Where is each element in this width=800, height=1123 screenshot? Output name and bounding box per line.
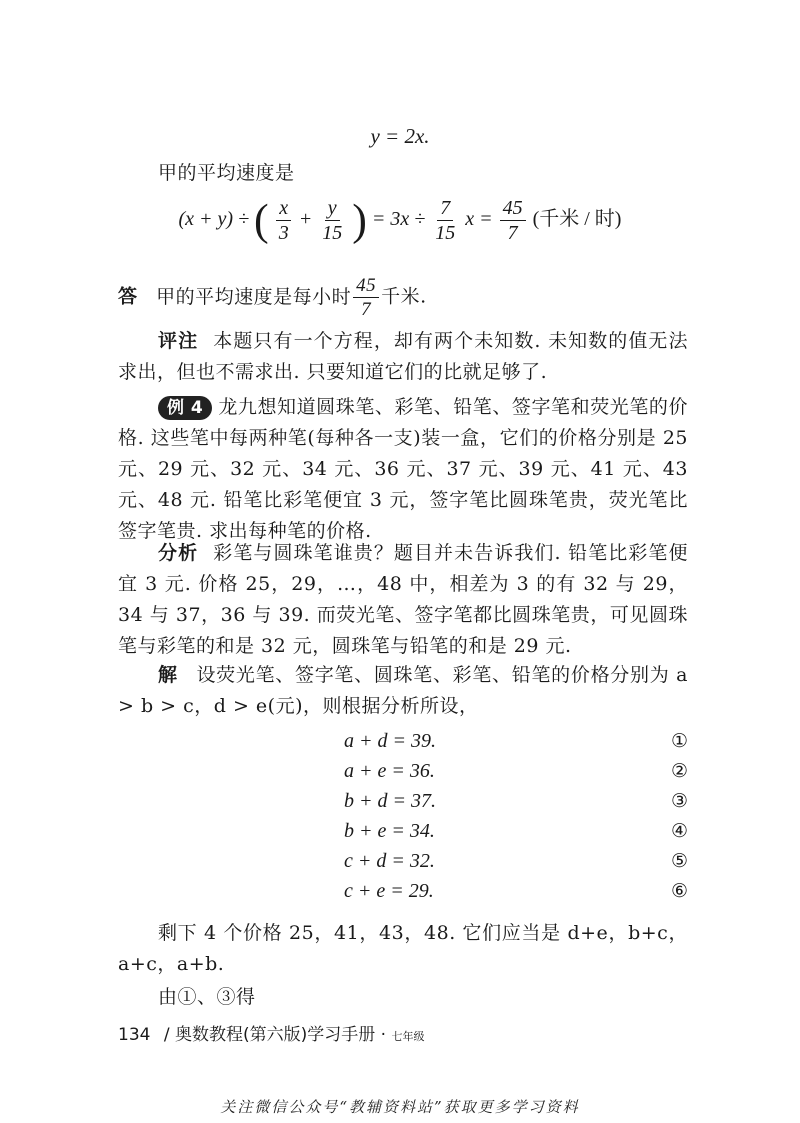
fraction-7-over-15: $\frac{7}{15}$: [435, 197, 456, 244]
equation-row: a + d = 39. ①: [344, 730, 688, 752]
watermark-text: 关注微信公众号“教辅资料站”获取更多学习资料: [220, 1098, 580, 1116]
avg-speed-intro: 甲的平均速度是: [158, 162, 295, 184]
circled-number: ③: [670, 790, 688, 812]
circled-number: ①: [670, 730, 688, 752]
fraction-45-over-7: $\frac{45}{7}$: [500, 198, 526, 243]
remaining-prices-paragraph: 剩下 4 个价格 25，41，43，48. 它们应当是 d+e，b+c，a+c，a+b.: [118, 922, 688, 975]
page-footer: [118, 1020, 424, 1045]
equation-row: b + d = 37. ③: [344, 790, 688, 812]
fraction-y-over-15: $\frac{y}{15}$: [322, 197, 343, 244]
equation-row: b + e = 34. ④: [344, 820, 688, 842]
book-title: / 奥数教程(第六版)学习手册 ·: [163, 1025, 387, 1045]
answer-line: 答 甲的平均速度是每小时 $\frac{45}{7}$ 千米.: [118, 275, 427, 320]
example-badge: 例 4: [158, 396, 212, 420]
fraction-x-over-3: $\frac{x}{3}$: [276, 198, 292, 243]
answer-fraction: $\frac{45}{7}$: [353, 276, 379, 319]
circled-number: ⑥: [670, 880, 688, 902]
solution-paragraph: 解 设荧光笔、签字笔、圆珠笔、彩笔、铅笔的价格分别为 a > b > c，d > e(元)，则根据分析所设，: [118, 664, 688, 717]
equation-row: c + e = 29. ⑥: [344, 880, 688, 902]
example-paragraph: 例 4 龙九想知道圆珠笔、彩笔、铅笔、签字笔和荧光笔的价格. 这些笔中每两种笔(每种各一支)装一盒，它们的价格分别是 25 元、29 元、32 元、34 元、36 元、37 元、39 元、41 元、43 元、48 元. 铅笔比彩笔便宜 3 元，签字笔比圆珠笔贵，荧光笔比签字笔贵. 求出每种笔的价格.: [118, 396, 688, 542]
circled-number: ②: [670, 760, 688, 782]
average-speed-equation: (x + y) ÷ ( $\frac{x}{3}$ + $\frac{y}{15}$ ) = 3x ÷ $\frac{7}{15}$ x = $\frac{45}{7}$ (千米 / 时): [178, 195, 622, 245]
equation-row: a + e = 36. ②: [344, 760, 688, 782]
equation-y-equals-2x: y = 2x.: [370, 124, 430, 148]
equation-list: [118, 730, 688, 910]
from-line: 由①、③得: [158, 986, 256, 1008]
analysis-paragraph: 分析 彩笔与圆珠笔谁贵？题目并未告诉我们. 铅笔比彩笔便宜 3 元. 价格 25，29，…，48 中，相差为 3 的有 32 与 29，34 与 37，36 与 39. 而荧光笔、签字笔都比圆珠笔贵，可见圆珠笔与彩笔的和是 32 元，圆珠笔与铅笔的和是 29 元.: [118, 542, 688, 657]
grade-label: 七年级: [391, 1030, 425, 1043]
equation-row: c + d = 32. ⑤: [344, 850, 688, 872]
comment-paragraph: 评注 本题只有一个方程，却有两个未知数. 未知数的值无法求出，但也不需求出. 只要知道它们的比就足够了.: [118, 330, 688, 383]
page-number: 134: [118, 1025, 151, 1045]
circled-number: ④: [670, 820, 688, 842]
circled-number: ⑤: [670, 850, 688, 872]
